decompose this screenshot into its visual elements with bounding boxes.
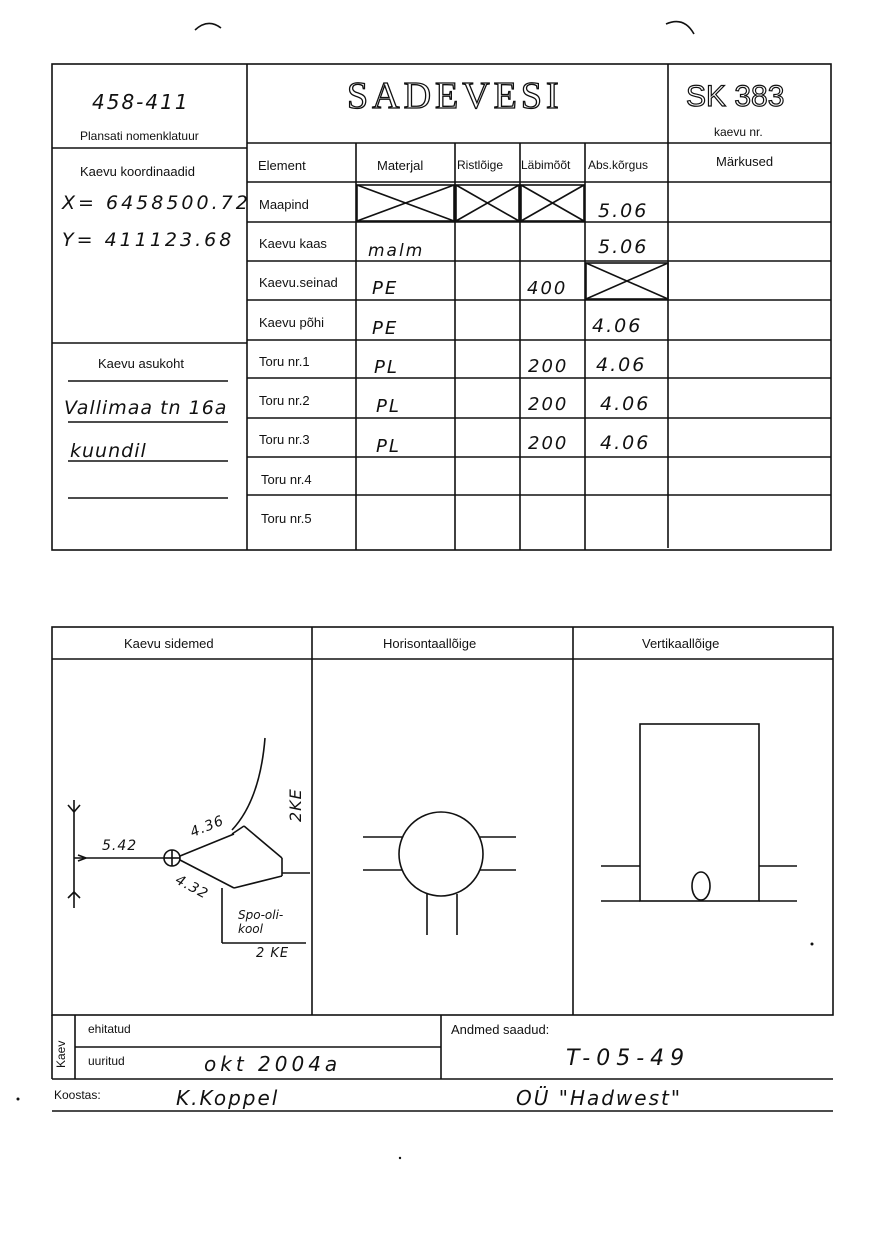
surveyed-value: okt 2004a: [204, 1052, 342, 1076]
plan-nomenclature-value: 458-411: [92, 90, 190, 114]
data-received-label: Andmed saadud:: [451, 1022, 550, 1037]
footer-side-label: Kaev: [54, 1040, 68, 1068]
row-element: Toru nr.1: [259, 354, 310, 369]
row-material: PL: [376, 436, 401, 457]
col-header-abs-height: Abs.kõrgus: [588, 158, 649, 172]
label-spool: Spo-oli-kool: [238, 908, 284, 936]
page-title: SADEVESI: [347, 75, 563, 117]
row-element: Toru nr.3: [259, 432, 310, 447]
location-line-1: Vallimaa tn 16a: [64, 397, 228, 419]
compiled-by: K.Koppel: [176, 1086, 280, 1110]
sketch-title-connections: Kaevu sidemed: [124, 636, 214, 651]
label-2ke-top: 2KE: [286, 788, 305, 822]
row-element: Toru nr.5: [261, 511, 312, 526]
col-header-cross-section: Ristlõige: [457, 158, 504, 172]
row-abs-height: 4.06: [600, 432, 651, 454]
location-label: Kaevu asukoht: [98, 356, 185, 371]
sketch-frame: [52, 627, 833, 1015]
row-element: Maapind: [259, 197, 309, 212]
punch-hole-right: [666, 22, 694, 34]
row-element: Kaevu põhi: [259, 315, 325, 330]
row-material: PL: [374, 357, 399, 378]
built-label: ehitatud: [88, 1022, 131, 1036]
row-diameter: 200: [528, 394, 569, 415]
compiled-label: Koostas:: [54, 1088, 101, 1102]
row-element: Toru nr.2: [259, 393, 310, 408]
row-abs-height: 4.06: [596, 354, 647, 376]
row-abs-height: 5.06: [598, 236, 649, 258]
coordinate-y: Y= 411123.68: [62, 229, 235, 251]
row-diameter: 400: [527, 278, 568, 299]
row-element: Kaevu kaas: [259, 236, 327, 251]
col-header-material: Materjal: [377, 158, 424, 173]
row-material: malm: [368, 241, 425, 261]
col-header-diameter: Läbimõõt: [521, 158, 571, 172]
location-line-2: kuundil: [70, 440, 147, 462]
sketch-title-horizontal: Horisontaallõige: [383, 636, 477, 651]
vertical-section-sketch: [601, 724, 797, 901]
surveyed-label: uuritud: [88, 1054, 125, 1068]
row-abs-height: 5.06: [598, 200, 649, 222]
data-received-value: T-05-49: [566, 1046, 691, 1071]
dimension-left: 5.42: [102, 838, 138, 854]
row-diameter: 200: [528, 356, 569, 377]
label-2ke-bottom: 2 KE: [256, 946, 290, 961]
row-material: PE: [372, 278, 399, 299]
col-header-remarks: Märkused: [716, 154, 774, 169]
punch-hole-left: [195, 23, 221, 30]
well-number-value: SK 383: [686, 80, 785, 113]
horizontal-section-sketch: [363, 812, 516, 935]
row-abs-height: 4.06: [600, 393, 651, 415]
row-element: Toru nr.4: [261, 472, 312, 487]
row-abs-height: 4.06: [592, 315, 643, 337]
plan-nomenclature-label: Plansati nomenklatuur: [80, 129, 199, 143]
coordinate-x: X= 6458500.72: [62, 192, 251, 214]
sketch-title-vertical: Vertikaallõige: [642, 636, 720, 651]
coordinates-label: Kaevu koordinaadid: [80, 164, 195, 179]
company-name: OÜ "Hadwest": [516, 1086, 683, 1110]
dimension-up: 4.36: [188, 812, 227, 841]
row-material: PE: [372, 318, 399, 339]
row-material: PL: [376, 396, 401, 417]
col-header-element: Element: [258, 158, 306, 173]
well-number-label: kaevu nr.: [714, 125, 763, 139]
row-element: Kaevu.seinad: [259, 275, 338, 290]
row-diameter: 200: [528, 433, 569, 454]
dimension-down: 4.32: [172, 872, 212, 903]
